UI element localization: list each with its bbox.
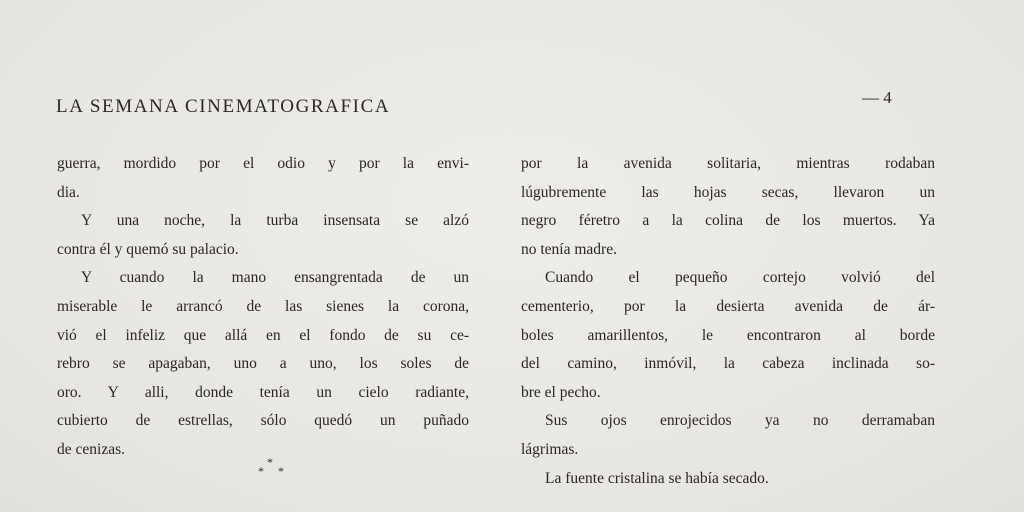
text-line: lúgubremente las hojas secas, llevaron un xyxy=(521,183,935,201)
right-text-column xyxy=(521,150,935,493)
text-line: por la avenida solitaria, mientras rodaban xyxy=(521,155,935,172)
asterism-star: * xyxy=(258,464,264,478)
asterism-star: * xyxy=(267,455,273,469)
text-line: miserable le arrancó de las sienes la corona, xyxy=(57,297,469,315)
text-line: del camino, inmóvil, la cabeza inclinada so- xyxy=(521,355,935,373)
text-line: de cenizas. xyxy=(57,440,125,458)
text-line: boles amarillentos, le encontraron al borde xyxy=(521,326,935,344)
text-line: Cuando el pequeño cortejo volvió del xyxy=(545,269,935,287)
text-line: cubierto de estrellas, sólo quedó un puñado xyxy=(57,412,469,430)
page-number: — 4 xyxy=(862,88,892,107)
text-line: contra él y quemó su palacio. xyxy=(57,240,239,258)
text-line: bre el pecho. xyxy=(521,383,601,401)
text-line: negro féretro a la colina de los muertos. Ya xyxy=(521,212,935,230)
text-line: Y una noche, la turba insensata se alzó xyxy=(81,212,469,230)
text-line: rebro se apagaban, uno a uno, los soles de xyxy=(57,355,469,373)
text-line: guerra, mordido por el odio y por la envi- xyxy=(57,155,469,172)
text-line: oro. Y alli, donde tenía un cielo radiante, xyxy=(57,383,469,401)
running-header-title: LA SEMANA CINEMATOGRAFICA xyxy=(56,96,391,117)
text-line: Y cuando la mano ensangrentada de un xyxy=(81,269,469,287)
text-line: dia. xyxy=(57,183,80,201)
text-line: lágrimas. xyxy=(521,440,579,458)
text-line: La fuente cristalina se había secado. xyxy=(545,469,769,487)
asterism-star: * xyxy=(278,464,284,478)
asterism-section-break xyxy=(255,456,295,486)
text-line: Sus ojos enrojecidos ya no derramaban xyxy=(545,412,935,430)
text-line: vió el infeliz que allá en el fondo de su ce- xyxy=(57,326,469,344)
text-line: no tenía madre. xyxy=(521,240,617,258)
left-text-column xyxy=(57,150,469,465)
text-line: cementerio, por la desierta avenida de ár- xyxy=(521,297,935,315)
